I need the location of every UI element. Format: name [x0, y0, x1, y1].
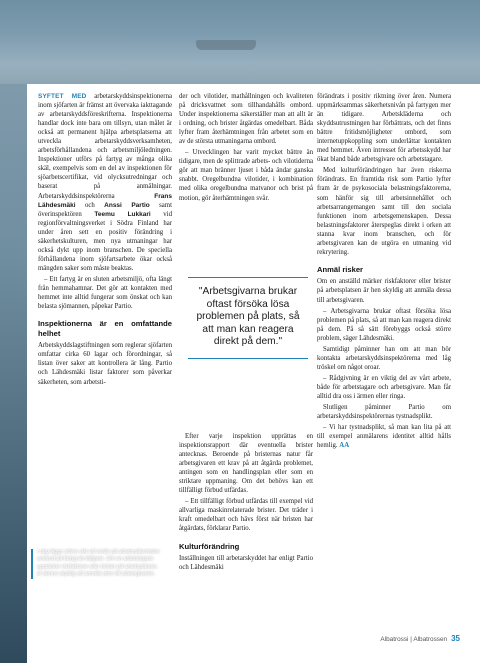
paragraph: Inställningen till arbetarskyddet har enligt Partio och Lähdesmäki	[179, 555, 313, 572]
end-mark-icon: AA	[339, 442, 350, 450]
paragraph: der och vilotider, mathållningen och kvaliteten på dricksvattnet som tillhandahålls ombord. Under inspektionerna säkerställer man att allt är i ordning, och brister åtgärdas omedelbart. Båda lyfter fram återhämtningen från arbetet som en av de största utmaningarna ombord.	[179, 93, 313, 146]
person-name: Anssi Partio	[104, 201, 150, 209]
article-column-2-lower	[179, 432, 313, 574]
paragraph: Slutligen påminner Partio om arbetarskyddsinspektörernas tystnadsplikt.	[317, 404, 451, 421]
page-footer	[380, 634, 460, 643]
section-heading: Inspektionerna är en omfattande helhet	[38, 319, 172, 338]
paragraph: Arbetskyddslagstiftningen som reglerar sjöfarten omfattar cirka 60 lagar och förordningar, så listan över saker att kontrollera är lång. Partio och Lähdesmäki listar faktorer som påverkar säkerheten, som arbetsti-	[38, 342, 172, 386]
paragraph: – Arbetsgivarna brukar oftast försöka lösa problemen på plats, så att man kan reagera direkt på dem. På så sätt förebyggs också större problem, säger Lähdesmäki.	[317, 307, 451, 342]
side-photo	[0, 84, 27, 663]
lead-in: SYFTET MED	[38, 93, 87, 100]
intro-paragraph: SYFTET MED arbetarskyddsinspektionerna inom sjöfarten är främst att övervaka iakttagande av arbetarskyddsföreskrifterna. Inspektionerna handlar dock inte bara om tillsyn, utan målet är också att permanent hjälpa arbetsplatserna att utveckla arbetarskyddsverksamheten, arbetsförhållandena och arbetsmiljöledningen. Inspektioner utförs på fartyg av många olika skäl, exempelvis som en del av inspektionen för sjöarbetscertifikat, vid olycksutredningar och baserat på anmälningar. Arbetarskyddsinspektörerna Frans Lähdesmäki och Anssi Partio samt överinspektören Teemu Lukkari vid regionförvaltningsverket i Södra Finland har under åren sett en positiv förändring i säkerhetskulturen, men nya utmaningar har också dykt upp inom branschen. De speciella förhållandena inom sjöfartsarbete ökar också mängden saker som måste beaktas.	[38, 93, 172, 272]
paragraph: – Ett tillfälligt förbud utfärdas till exempel vid allvarliga maskinrelaterade brister. Det träder i kraft omedelbart och hävs först när bristen har åtgärdats, förklarar Partio.	[179, 498, 313, 533]
section-heading: Anmäl risker	[317, 264, 364, 274]
publication-name: Albatrossi | Albatrossen	[380, 636, 448, 643]
pull-quote: "Arbetsgivarna brukar oftast försöka lösa problemen på plats, så att man kan reagera direkt på dem."	[188, 277, 308, 359]
page-number: 35	[451, 634, 460, 643]
sea-surface	[0, 62, 480, 84]
paragraph: Med kulturförändringen har även riskerna förändrats. En framtida risk som Partio lyfter fram är de psykosociala belastningsfaktorerna, som hänför sig till arbetsinnehållet och arbetsarrangemangen samt till den sociala funktionen inom arbetsgemenskapen. Dessa belastningsfaktorer återspeglas direkt i orken att stanna kvar inom branschen, och för arbetsgivaren kan de utgöra en utmaning vid rekrytering.	[317, 167, 451, 256]
paragraph: – Rådgivning är en viktig del av vårt arbete, både för arbetstagare och arbetsgivare. Man får alltid dra oss i ärmen eller ringa.	[317, 374, 451, 400]
person-name: Teemu Lukkari	[94, 210, 151, 218]
article-column-3	[317, 92, 451, 452]
paragraph: Samtidigt påminner han om att man bör kontakta arbetarskyddsinspektörerna med låg tröskel om något oroar.	[317, 345, 451, 371]
paragraph: – Ett fartyg är en sluten arbetsmiljö, ofta längt från hemmahamnar. Det gör att kontakten med hemmet inte alltid fungerar som önskat och kan belasta sjömannen, påpekar Partio.	[38, 275, 172, 311]
paragraph: förändrats i positiv riktning över åren. Numera uppmärksammas säkerhetsnivån på fartygen mer än tidigare. Arbetskläderna och skyddsutrustningen har förbättrats, och det finns bättre fritidsmöjligheter ombord, som internetuppkoppling som underlättar kontakten med hemmet. Även intresset för arbetsskydd har ökat bland både arbetsgivare och arbetstagare.	[317, 93, 451, 164]
photo-caption: I dag läggs större vikt vid nivån på arbetssäkerheten ombord på fartyg än tidigare. Om en arbetstagare upptäcker riskfaktorer eller brister på arbetsplatsen, är denne skyldig att anmäla dem till arbetsgivaren.	[31, 549, 161, 579]
ship-silhouette	[196, 40, 256, 50]
article-column-2	[179, 92, 313, 205]
paragraph: Om en anställd märker riskfaktorer eller brister på arbetsplatsen är hen skyldig att anmäla dessa till arbetsgivaren.	[317, 278, 451, 304]
article-column-1	[38, 92, 172, 389]
section-heading: Kulturförändring	[179, 541, 240, 551]
paragraph: – Utvecklingen har varit mycket bättre än tidigare, men de splittrade arbets- och vilotiderna gör att man bränner ljuset i båda ändar ganska snabbt. Oregelbundna vilotider, i kombination med olika oregelbundna matvanor och brist på motion, gör återhämtningen svår.	[179, 149, 313, 202]
paragraph: – Vi har tystnadsplikt, så man kan lita på att till exempel anmälarens identitet alltid hålls hemlig. AA	[317, 424, 451, 450]
paragraph: Efter varje inspektion upprättas en inspektionsrapport där eventuella brister antecknas. Beroende på bristernas natur får arbetsgivaren ett krav på att åtgärda problemet, antingen som en handlingsplan eller som en striktare uppmaning. Om det behövs kan ett tillfälligt förbud utfärdas.	[179, 433, 313, 495]
person-name: Frans Lähdesmäki	[38, 192, 172, 209]
header-photo	[0, 0, 480, 84]
